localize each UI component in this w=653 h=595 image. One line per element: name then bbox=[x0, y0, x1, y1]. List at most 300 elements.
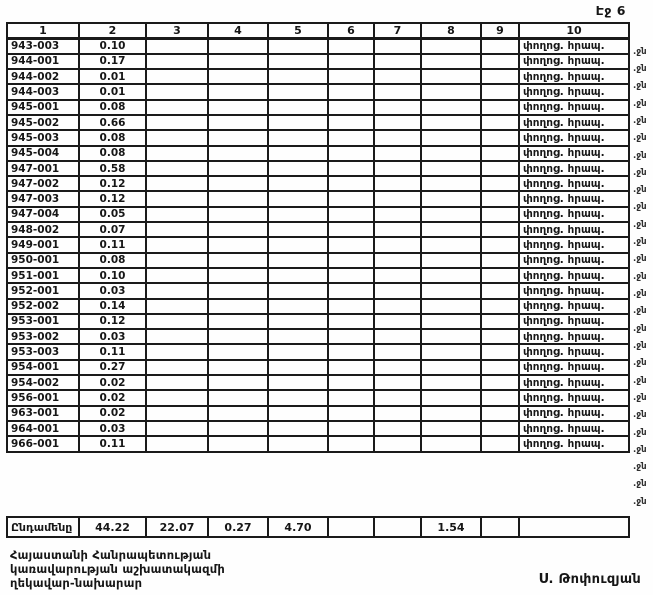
area-code-cell: 947-002 bbox=[7, 176, 79, 191]
empty-cell bbox=[481, 69, 519, 84]
table-body bbox=[7, 39, 629, 452]
table-row bbox=[7, 329, 629, 344]
empty-cell bbox=[208, 222, 268, 237]
empty-cell bbox=[146, 237, 208, 252]
note-cell: փողոց. հրապ. bbox=[519, 39, 629, 54]
empty-cell bbox=[481, 207, 519, 222]
table-row bbox=[7, 69, 629, 84]
empty-cell bbox=[481, 130, 519, 145]
empty-cell bbox=[268, 237, 328, 252]
empty-cell bbox=[268, 39, 328, 54]
empty-cell bbox=[268, 69, 328, 84]
empty-cell bbox=[481, 360, 519, 375]
empty-cell bbox=[374, 84, 421, 99]
table-row bbox=[7, 283, 629, 298]
note-cell: փողոց. հրապ. bbox=[519, 130, 629, 145]
area-code-cell: 953-002 bbox=[7, 329, 79, 344]
area-code-cell: 952-002 bbox=[7, 299, 79, 314]
note-cell: փողոց. հրապ. bbox=[519, 375, 629, 390]
total-table bbox=[6, 516, 630, 538]
page-number: Էջ 6 bbox=[595, 3, 626, 18]
empty-cell bbox=[146, 130, 208, 145]
value-cell: 0.11 bbox=[79, 237, 146, 252]
empty-cell bbox=[421, 406, 481, 421]
empty-cell bbox=[268, 222, 328, 237]
empty-cell bbox=[268, 299, 328, 314]
area-code-cell: 944-003 bbox=[7, 84, 79, 99]
empty-cell bbox=[328, 406, 374, 421]
margin-fragment: .ջն bbox=[633, 46, 647, 57]
value-cell: 0.14 bbox=[79, 299, 146, 314]
empty-cell bbox=[374, 329, 421, 344]
margin-fragment: .ջն bbox=[633, 133, 647, 144]
column-header: 8 bbox=[421, 23, 481, 39]
margin-fragment: .ջն bbox=[633, 237, 647, 248]
empty-cell bbox=[328, 39, 374, 54]
margin-fragment: .ջն bbox=[633, 392, 647, 403]
column-header: 6 bbox=[328, 23, 374, 39]
value-cell: 0.05 bbox=[79, 207, 146, 222]
empty-cell bbox=[421, 329, 481, 344]
empty-cell bbox=[421, 222, 481, 237]
note-cell: փողոց. հրապ. bbox=[519, 161, 629, 176]
area-code-cell: 947-004 bbox=[7, 207, 79, 222]
empty-cell bbox=[421, 161, 481, 176]
empty-cell bbox=[208, 314, 268, 329]
empty-cell bbox=[374, 360, 421, 375]
empty-cell bbox=[328, 329, 374, 344]
column-header: 3 bbox=[146, 23, 208, 39]
note-cell: փողոց. հրապ. bbox=[519, 436, 629, 451]
empty-cell bbox=[146, 84, 208, 99]
empty-cell bbox=[374, 146, 421, 161]
value-cell: 0.10 bbox=[79, 268, 146, 283]
total-value-cell: 0.27 bbox=[208, 517, 268, 537]
empty-cell bbox=[146, 299, 208, 314]
empty-cell bbox=[146, 283, 208, 298]
column-header: 2 bbox=[79, 23, 146, 39]
empty-cell bbox=[421, 237, 481, 252]
note-cell: փողոց. հրապ. bbox=[519, 237, 629, 252]
empty-cell bbox=[328, 253, 374, 268]
margin-fragment: .ջն bbox=[633, 462, 647, 473]
table-row bbox=[7, 390, 629, 405]
empty-cell bbox=[146, 436, 208, 451]
empty-cell bbox=[421, 421, 481, 436]
empty-cell bbox=[268, 406, 328, 421]
empty-cell bbox=[146, 39, 208, 54]
total-value-cell: 22.07 bbox=[146, 517, 208, 537]
note-cell: փողոց. հրապ. bbox=[519, 191, 629, 206]
empty-cell bbox=[146, 421, 208, 436]
area-code-cell: 947-001 bbox=[7, 161, 79, 176]
margin-fragment: .ջն bbox=[633, 375, 647, 386]
empty-cell bbox=[268, 115, 328, 130]
area-code-cell: 945-001 bbox=[7, 100, 79, 115]
empty-cell bbox=[421, 207, 481, 222]
empty-cell bbox=[146, 390, 208, 405]
note-cell: փողոց. հրապ. bbox=[519, 329, 629, 344]
empty-cell bbox=[421, 344, 481, 359]
empty-cell bbox=[481, 222, 519, 237]
empty-cell bbox=[208, 299, 268, 314]
empty-cell bbox=[146, 344, 208, 359]
table-row bbox=[7, 191, 629, 206]
area-code-cell: 948-002 bbox=[7, 222, 79, 237]
empty-cell bbox=[146, 268, 208, 283]
empty-cell bbox=[146, 406, 208, 421]
area-code-cell: 945-002 bbox=[7, 115, 79, 130]
empty-cell bbox=[421, 115, 481, 130]
empty-cell bbox=[208, 146, 268, 161]
note-cell: փողոց. հրապ. bbox=[519, 421, 629, 436]
margin-fragment: .ջն bbox=[633, 323, 647, 334]
empty-cell bbox=[146, 207, 208, 222]
empty-cell bbox=[208, 406, 268, 421]
empty-cell bbox=[421, 268, 481, 283]
empty-cell bbox=[481, 146, 519, 161]
empty-cell bbox=[208, 253, 268, 268]
value-cell: 0.02 bbox=[79, 406, 146, 421]
empty-cell bbox=[146, 176, 208, 191]
empty-cell bbox=[481, 161, 519, 176]
total-value-cell bbox=[328, 517, 374, 537]
note-cell: փողոց. հրապ. bbox=[519, 115, 629, 130]
empty-cell bbox=[374, 207, 421, 222]
empty-cell bbox=[481, 39, 519, 54]
empty-cell bbox=[481, 268, 519, 283]
empty-cell bbox=[374, 191, 421, 206]
empty-cell bbox=[421, 253, 481, 268]
table-row bbox=[7, 344, 629, 359]
empty-cell bbox=[268, 268, 328, 283]
table-row bbox=[7, 100, 629, 115]
empty-cell bbox=[268, 283, 328, 298]
value-cell: 0.11 bbox=[79, 436, 146, 451]
value-cell: 0.01 bbox=[79, 69, 146, 84]
empty-cell bbox=[481, 375, 519, 390]
note-cell: փողոց. հրապ. bbox=[519, 176, 629, 191]
empty-cell bbox=[481, 406, 519, 421]
table-row bbox=[7, 84, 629, 99]
signatory-title-line: Հայաստանի Հանրապետության bbox=[10, 548, 212, 562]
note-cell: փողոց. հրապ. bbox=[519, 69, 629, 84]
table-row bbox=[7, 237, 629, 252]
area-code-cell: 950-001 bbox=[7, 253, 79, 268]
area-code-cell: 945-003 bbox=[7, 130, 79, 145]
note-cell: փողոց. հրապ. bbox=[519, 314, 629, 329]
value-cell: 0.07 bbox=[79, 222, 146, 237]
empty-cell bbox=[208, 360, 268, 375]
signatory-title-line: ղեկավար-նախարար bbox=[10, 576, 143, 591]
margin-fragment: .ջն bbox=[633, 63, 647, 74]
empty-cell bbox=[328, 268, 374, 283]
empty-cell bbox=[328, 344, 374, 359]
table-row bbox=[7, 54, 629, 69]
empty-cell bbox=[481, 283, 519, 298]
table-row bbox=[7, 436, 629, 451]
empty-cell bbox=[208, 329, 268, 344]
empty-cell bbox=[481, 314, 519, 329]
area-code-cell: 963-001 bbox=[7, 406, 79, 421]
empty-cell bbox=[328, 161, 374, 176]
empty-cell bbox=[146, 161, 208, 176]
empty-cell bbox=[481, 253, 519, 268]
empty-cell bbox=[374, 390, 421, 405]
empty-cell bbox=[374, 344, 421, 359]
empty-cell bbox=[374, 176, 421, 191]
empty-cell bbox=[208, 176, 268, 191]
empty-cell bbox=[374, 421, 421, 436]
table-row bbox=[7, 406, 629, 421]
empty-cell bbox=[421, 84, 481, 99]
empty-cell bbox=[268, 100, 328, 115]
empty-cell bbox=[374, 130, 421, 145]
empty-cell bbox=[481, 390, 519, 405]
empty-cell bbox=[328, 84, 374, 99]
margin-fragment: .ջն bbox=[633, 167, 647, 178]
value-cell: 0.11 bbox=[79, 344, 146, 359]
empty-cell bbox=[328, 54, 374, 69]
table-row bbox=[7, 314, 629, 329]
empty-cell bbox=[268, 314, 328, 329]
empty-cell bbox=[146, 54, 208, 69]
note-cell: փողոց. հրապ. bbox=[519, 253, 629, 268]
value-cell: 0.02 bbox=[79, 375, 146, 390]
empty-cell bbox=[374, 375, 421, 390]
note-cell: փողոց. հրապ. bbox=[519, 100, 629, 115]
empty-cell bbox=[268, 84, 328, 99]
empty-cell bbox=[481, 100, 519, 115]
empty-cell bbox=[328, 146, 374, 161]
area-code-cell: 945-004 bbox=[7, 146, 79, 161]
empty-cell bbox=[208, 207, 268, 222]
empty-cell bbox=[328, 207, 374, 222]
empty-cell bbox=[268, 436, 328, 451]
empty-cell bbox=[481, 84, 519, 99]
empty-cell bbox=[421, 191, 481, 206]
empty-cell bbox=[481, 237, 519, 252]
table-row bbox=[7, 176, 629, 191]
empty-cell bbox=[374, 161, 421, 176]
note-cell: փողոց. հրապ. bbox=[519, 207, 629, 222]
area-code-cell: 944-001 bbox=[7, 54, 79, 69]
column-header: 7 bbox=[374, 23, 421, 39]
empty-cell bbox=[208, 84, 268, 99]
empty-cell bbox=[374, 222, 421, 237]
area-code-cell: 954-001 bbox=[7, 360, 79, 375]
area-code-cell: 951-001 bbox=[7, 268, 79, 283]
empty-cell bbox=[146, 191, 208, 206]
total-value-cell: 4.70 bbox=[268, 517, 328, 537]
empty-cell bbox=[328, 390, 374, 405]
empty-cell bbox=[208, 130, 268, 145]
empty-cell bbox=[146, 329, 208, 344]
empty-cell bbox=[268, 161, 328, 176]
total-value-cell bbox=[481, 517, 519, 537]
value-cell: 0.03 bbox=[79, 421, 146, 436]
margin-fragment: .ջն bbox=[633, 81, 647, 92]
empty-cell bbox=[421, 54, 481, 69]
empty-cell bbox=[421, 39, 481, 54]
empty-cell bbox=[421, 360, 481, 375]
empty-cell bbox=[146, 253, 208, 268]
empty-cell bbox=[374, 268, 421, 283]
empty-cell bbox=[146, 115, 208, 130]
margin-fragment: .ջն bbox=[633, 115, 647, 126]
empty-cell bbox=[481, 299, 519, 314]
empty-cell bbox=[374, 406, 421, 421]
empty-cell bbox=[268, 360, 328, 375]
empty-cell bbox=[421, 130, 481, 145]
empty-cell bbox=[268, 146, 328, 161]
empty-cell bbox=[421, 69, 481, 84]
empty-cell bbox=[374, 100, 421, 115]
empty-cell bbox=[374, 299, 421, 314]
empty-cell bbox=[146, 375, 208, 390]
empty-cell bbox=[208, 69, 268, 84]
table-row bbox=[7, 253, 629, 268]
margin-fragment: .ջն bbox=[633, 358, 647, 369]
table-row bbox=[7, 268, 629, 283]
empty-cell bbox=[328, 360, 374, 375]
empty-cell bbox=[268, 176, 328, 191]
table-row bbox=[7, 222, 629, 237]
table-row bbox=[7, 39, 629, 54]
empty-cell bbox=[328, 283, 374, 298]
signatory-title-block bbox=[10, 548, 225, 591]
margin-fragment: .ջն bbox=[633, 271, 647, 282]
note-cell: փողոց. հրապ. bbox=[519, 299, 629, 314]
empty-cell bbox=[208, 421, 268, 436]
column-header: 4 bbox=[208, 23, 268, 39]
empty-cell bbox=[328, 237, 374, 252]
empty-cell bbox=[421, 146, 481, 161]
column-header: 9 bbox=[481, 23, 519, 39]
empty-cell bbox=[328, 314, 374, 329]
empty-cell bbox=[268, 375, 328, 390]
empty-cell bbox=[268, 344, 328, 359]
margin-fragments bbox=[633, 43, 652, 510]
table-row bbox=[7, 115, 629, 130]
value-cell: 0.12 bbox=[79, 191, 146, 206]
empty-cell bbox=[146, 222, 208, 237]
table-row bbox=[7, 360, 629, 375]
column-header: 10 bbox=[519, 23, 629, 39]
empty-cell bbox=[481, 54, 519, 69]
empty-cell bbox=[481, 115, 519, 130]
empty-cell bbox=[374, 39, 421, 54]
empty-cell bbox=[481, 344, 519, 359]
table-row bbox=[7, 375, 629, 390]
empty-cell bbox=[374, 69, 421, 84]
empty-cell bbox=[421, 283, 481, 298]
total-row bbox=[7, 517, 629, 537]
value-cell: 0.08 bbox=[79, 253, 146, 268]
area-code-cell: 949-001 bbox=[7, 237, 79, 252]
empty-cell bbox=[328, 176, 374, 191]
empty-cell bbox=[208, 39, 268, 54]
value-cell: 0.03 bbox=[79, 329, 146, 344]
total-value-cell bbox=[519, 517, 629, 537]
empty-cell bbox=[268, 253, 328, 268]
empty-cell bbox=[268, 421, 328, 436]
note-cell: փողոց. հրապ. bbox=[519, 146, 629, 161]
empty-cell bbox=[146, 146, 208, 161]
empty-cell bbox=[374, 314, 421, 329]
value-cell: 0.08 bbox=[79, 100, 146, 115]
area-code-cell: 944-002 bbox=[7, 69, 79, 84]
margin-fragment: .ջն bbox=[633, 306, 647, 317]
value-cell: 0.12 bbox=[79, 314, 146, 329]
empty-cell bbox=[328, 436, 374, 451]
empty-cell bbox=[328, 115, 374, 130]
empty-cell bbox=[208, 191, 268, 206]
note-cell: փողոց. հրապ. bbox=[519, 344, 629, 359]
margin-fragment: .ջն bbox=[633, 410, 647, 421]
area-code-cell: 964-001 bbox=[7, 421, 79, 436]
margin-fragment: .ջն bbox=[633, 202, 647, 213]
total-value-cell: 44.22 bbox=[79, 517, 146, 537]
note-cell: փողոց. հրապ. bbox=[519, 268, 629, 283]
empty-cell bbox=[328, 69, 374, 84]
value-cell: 0.02 bbox=[79, 390, 146, 405]
header-row bbox=[7, 23, 629, 39]
margin-fragment: .ջն bbox=[633, 150, 647, 161]
table-row bbox=[7, 207, 629, 222]
empty-cell bbox=[208, 375, 268, 390]
empty-cell bbox=[146, 100, 208, 115]
empty-cell bbox=[208, 161, 268, 176]
note-cell: փողոց. հրապ. bbox=[519, 390, 629, 405]
empty-cell bbox=[421, 314, 481, 329]
value-cell: 0.58 bbox=[79, 161, 146, 176]
margin-fragment: .ջն bbox=[633, 479, 647, 490]
empty-cell bbox=[208, 54, 268, 69]
empty-cell bbox=[481, 421, 519, 436]
empty-cell bbox=[374, 54, 421, 69]
note-cell: փողոց. հրապ. bbox=[519, 283, 629, 298]
value-cell: 0.27 bbox=[79, 360, 146, 375]
empty-cell bbox=[374, 115, 421, 130]
empty-cell bbox=[208, 268, 268, 283]
value-cell: 0.01 bbox=[79, 84, 146, 99]
note-cell: փողոց. հրապ. bbox=[519, 406, 629, 421]
empty-cell bbox=[421, 100, 481, 115]
empty-cell bbox=[146, 314, 208, 329]
empty-cell bbox=[481, 191, 519, 206]
value-cell: 0.12 bbox=[79, 176, 146, 191]
margin-fragment: .ջն bbox=[633, 98, 647, 109]
area-code-cell: 947-003 bbox=[7, 191, 79, 206]
empty-cell bbox=[208, 237, 268, 252]
empty-cell bbox=[146, 360, 208, 375]
empty-cell bbox=[481, 436, 519, 451]
area-code-cell: 953-003 bbox=[7, 344, 79, 359]
area-code-cell: 956-001 bbox=[7, 390, 79, 405]
signatory-name: Ս. Թոփուզյան bbox=[538, 572, 641, 587]
data-table bbox=[6, 22, 630, 453]
note-cell: փողոց. հրապ. bbox=[519, 84, 629, 99]
value-cell: 0.08 bbox=[79, 130, 146, 145]
empty-cell bbox=[374, 436, 421, 451]
note-cell: փողոց. հրապ. bbox=[519, 360, 629, 375]
value-cell: 0.17 bbox=[79, 54, 146, 69]
empty-cell bbox=[208, 390, 268, 405]
table-row bbox=[7, 146, 629, 161]
margin-fragment: .ջն bbox=[633, 254, 647, 265]
margin-fragment: .ջն bbox=[633, 340, 647, 351]
